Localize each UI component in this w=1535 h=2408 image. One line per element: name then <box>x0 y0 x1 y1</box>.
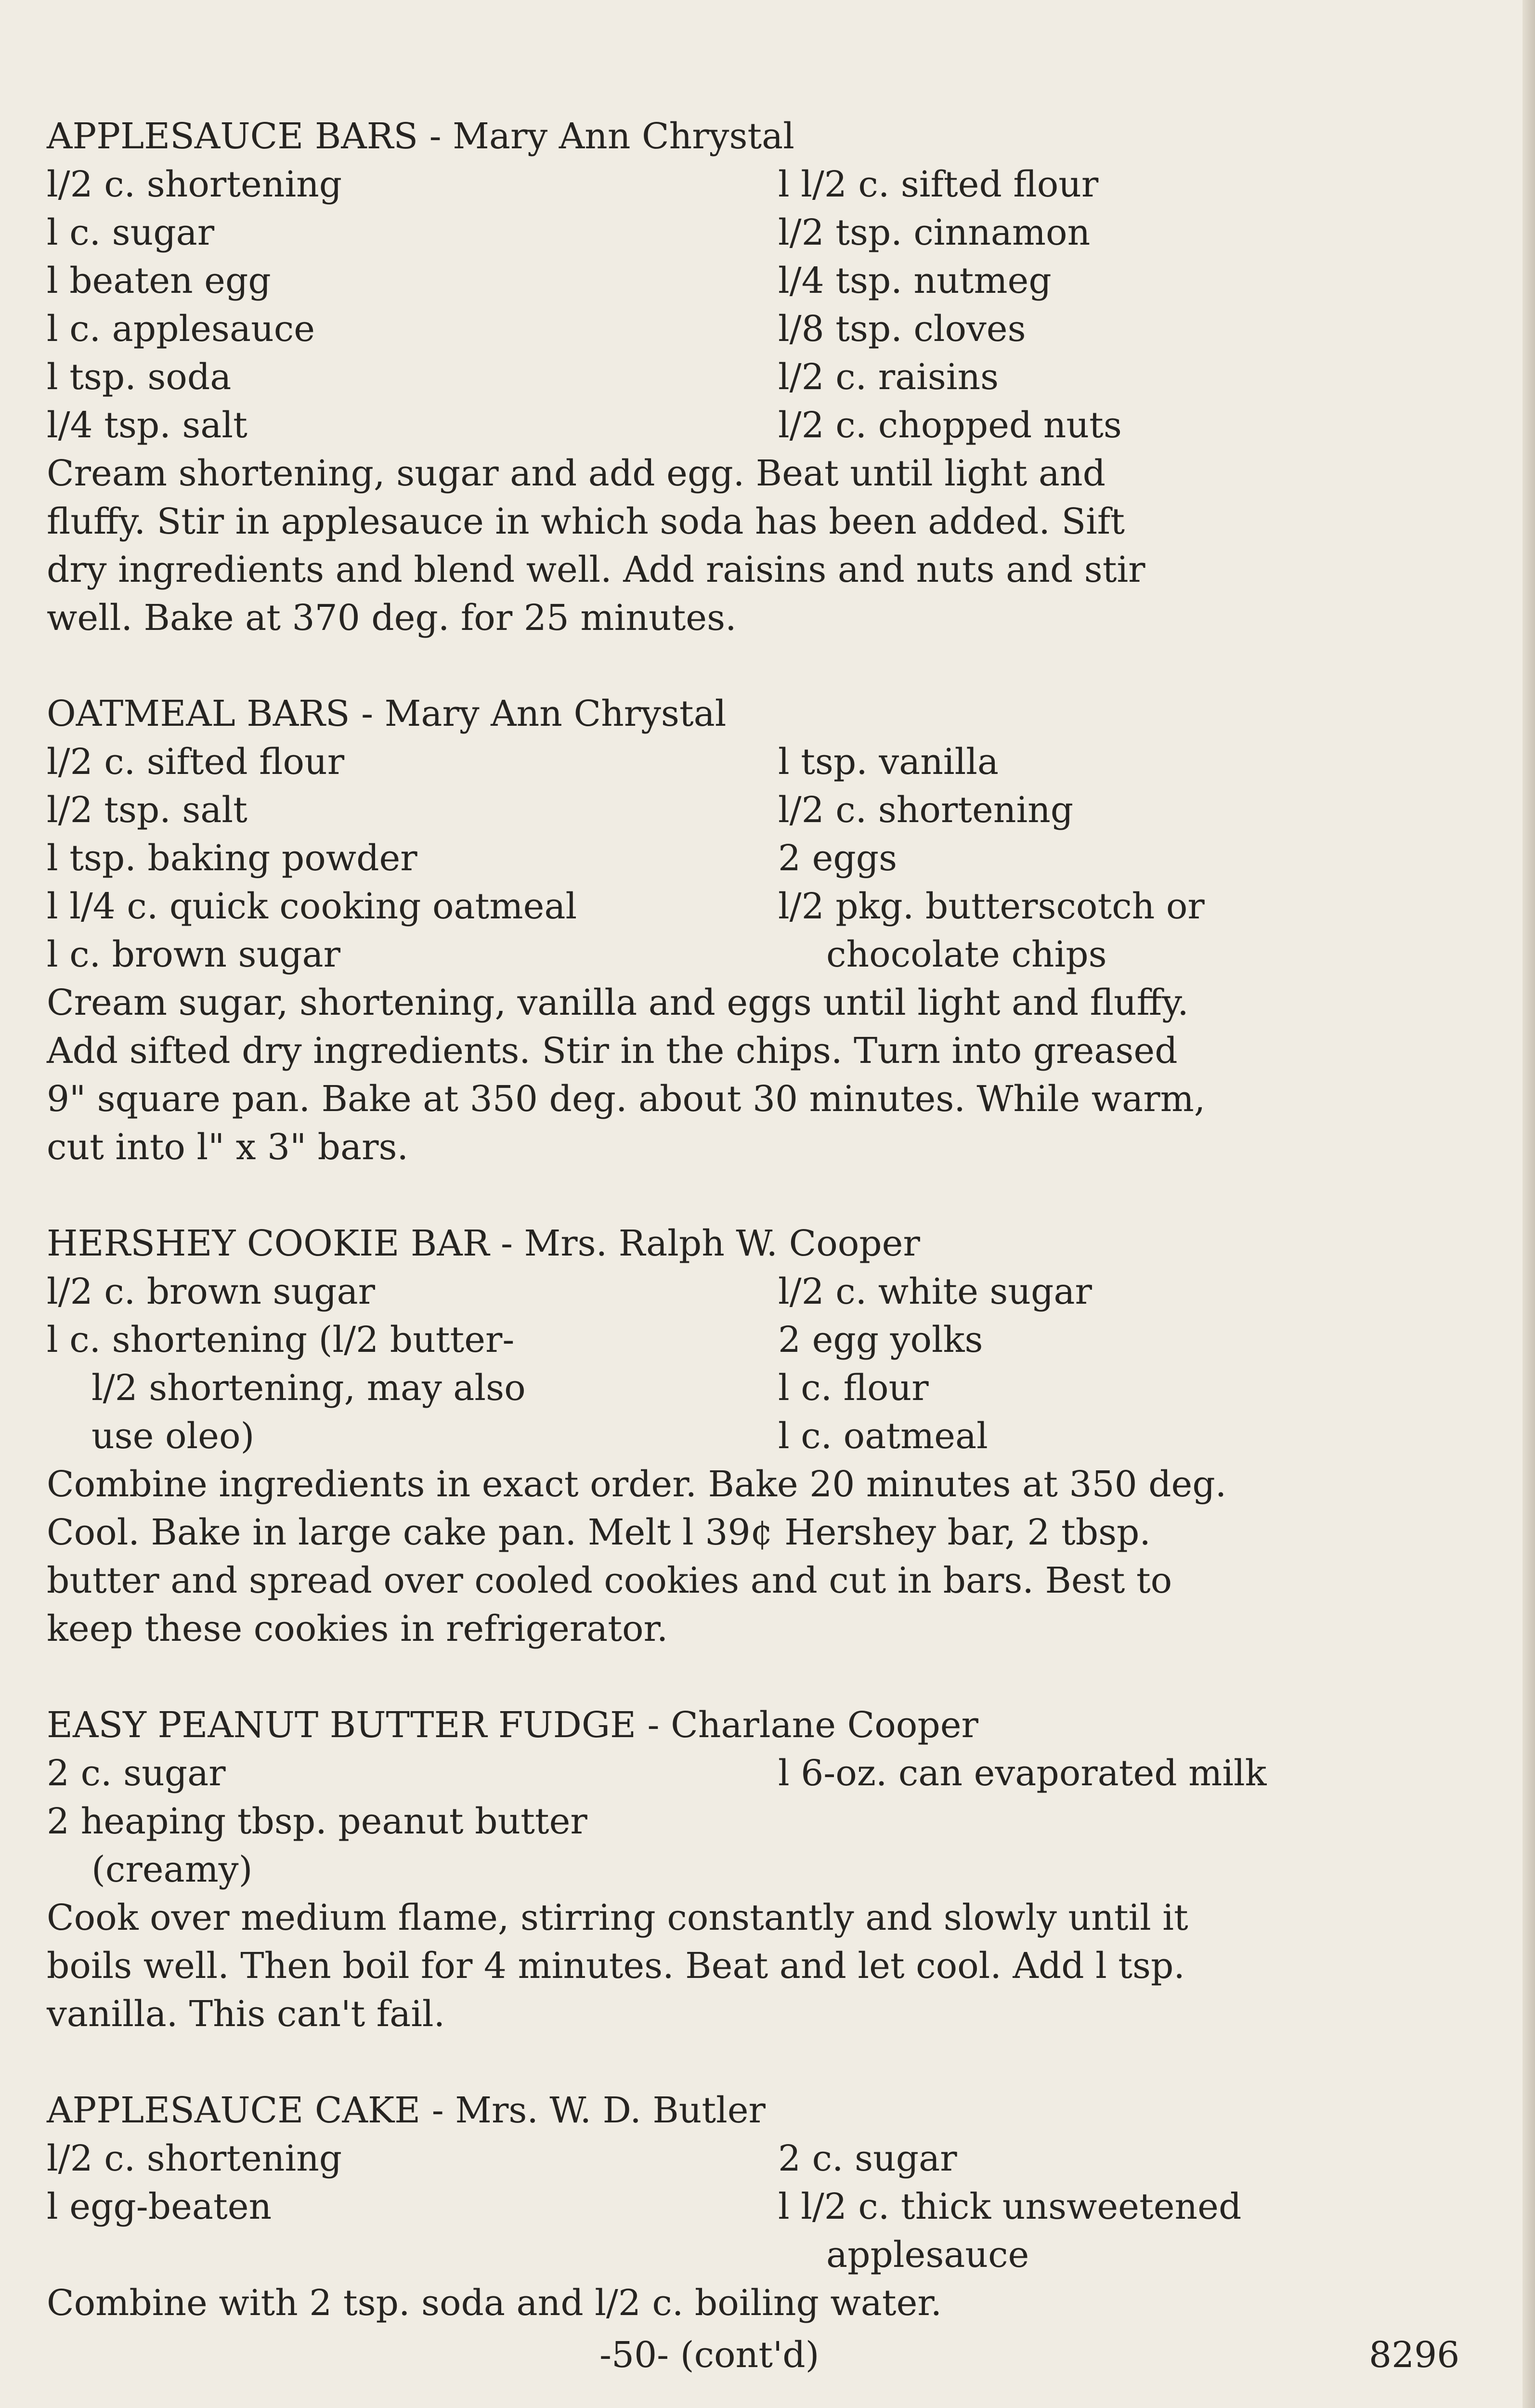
ingredient: 2 heaping tbsp. peanut butter <box>47 1801 587 1842</box>
instruction-line: vanilla. This can't fail. <box>47 1993 445 2035</box>
ingredient: l/8 tsp. cloves <box>778 308 1026 350</box>
ingredient: l/2 c. brown sugar <box>47 1271 376 1312</box>
instruction-line: cut into l" x 3" bars. <box>47 1126 408 1168</box>
ingredient: l tsp. soda <box>47 356 232 398</box>
page-number: -50- (cont'd) <box>599 2334 820 2376</box>
instruction-line: butter and spread over cooled cookies and cut in bars. Best to <box>47 1560 1172 1601</box>
recipe-title: APPLESAUCE CAKE - Mrs. W. D. Butler <box>47 2090 766 2131</box>
instruction-line: 9" square pan. Bake at 350 deg. about 30 minutes. While warm, <box>47 1078 1206 1120</box>
instruction-line: Cook over medium flame, stirring constantly and slowly until it <box>47 1897 1188 1938</box>
page-code: 8296 <box>1369 2334 1460 2376</box>
ingredient: l/2 c. shortening <box>47 164 342 205</box>
ingredient: l/2 c. chopped nuts <box>778 405 1122 446</box>
ingredient: 2 c. sugar <box>778 2138 957 2179</box>
ingredient: l l/2 c. sifted flour <box>778 164 1099 205</box>
ingredient: 2 eggs <box>778 838 898 879</box>
ingredient: l/2 c. white sugar <box>778 1271 1092 1312</box>
recipe-title: EASY PEANUT BUTTER FUDGE - Charlane Cooper <box>47 1704 978 1746</box>
ingredient: l egg-beaten <box>47 2186 272 2227</box>
ingredient: l/2 pkg. butterscotch or <box>778 886 1205 927</box>
ingredient: l/2 c. sifted flour <box>47 741 345 783</box>
ingredient: l l/4 c. quick cooking oatmeal <box>47 886 577 927</box>
ingredient: l c. brown sugar <box>47 934 340 975</box>
recipe-title: APPLESAUCE BARS - Mary Ann Chrystal <box>47 116 794 157</box>
instruction-line: fluffy. Stir in applesauce in which soda has been added. Sift <box>47 501 1125 542</box>
ingredient: 2 c. sugar <box>47 1753 226 1794</box>
ingredient: applesauce <box>826 2234 1029 2276</box>
ingredient: l c. flour <box>778 1367 929 1409</box>
ingredient: l/2 c. shortening <box>778 789 1074 831</box>
ingredient: 2 egg yolks <box>778 1319 983 1361</box>
recipe-title: OATMEAL BARS - Mary Ann Chrystal <box>47 693 727 734</box>
ingredient: l/2 tsp. salt <box>47 789 247 831</box>
instruction-line: dry ingredients and blend well. Add raisins and nuts and stir <box>47 549 1145 590</box>
instruction-line: well. Bake at 370 deg. for 25 minutes. <box>47 597 737 639</box>
instruction-line: Cream sugar, shortening, vanilla and eggs until light and fluffy. <box>47 982 1189 1023</box>
ingredient: chocolate chips <box>826 934 1107 975</box>
ingredient: l c. sugar <box>47 212 215 253</box>
ingredient: l/2 c. shortening <box>47 2138 342 2179</box>
ingredient: use oleo) <box>91 1415 255 1457</box>
page-edge-shadow <box>1522 0 1535 2408</box>
instruction-line: Cool. Bake in large cake pan. Melt l 39¢ Hershey bar, 2 tbsp. <box>47 1512 1151 1553</box>
ingredient: l tsp. baking powder <box>47 838 417 879</box>
recipe-title: HERSHEY COOKIE BAR - Mrs. Ralph W. Cooper <box>47 1223 920 1264</box>
ingredient: l l/2 c. thick unsweetened <box>778 2186 1242 2227</box>
instruction-line: Cream shortening, sugar and add egg. Beat until light and <box>47 453 1106 494</box>
ingredient: l/4 tsp. nutmeg <box>778 260 1052 301</box>
instruction-line: boils well. Then boil for 4 minutes. Beat and let cool. Add l tsp. <box>47 1945 1185 1987</box>
ingredient: l beaten egg <box>47 260 271 301</box>
ingredient: l c. applesauce <box>47 308 315 350</box>
ingredient: l c. oatmeal <box>778 1415 988 1457</box>
instruction-line: Combine ingredients in exact order. Bake 20 minutes at 350 deg. <box>47 1464 1227 1505</box>
ingredient: (creamy) <box>91 1849 253 1890</box>
instruction-line: keep these cookies in refrigerator. <box>47 1608 668 1649</box>
ingredient: l/2 c. raisins <box>778 356 999 398</box>
ingredient: l/2 shortening, may also <box>91 1367 526 1409</box>
ingredient: l c. shortening (l/2 butter- <box>47 1319 515 1361</box>
ingredient: l tsp. vanilla <box>778 741 999 783</box>
instruction-line: Combine with 2 tsp. soda and l/2 c. boiling water. <box>47 2282 942 2324</box>
ingredient: l/4 tsp. salt <box>47 405 247 446</box>
ingredient: l/2 tsp. cinnamon <box>778 212 1091 253</box>
instruction-line: Add sifted dry ingredients. Stir in the chips. Turn into greased <box>47 1030 1178 1072</box>
ingredient: l 6-oz. can evaporated milk <box>778 1753 1267 1794</box>
